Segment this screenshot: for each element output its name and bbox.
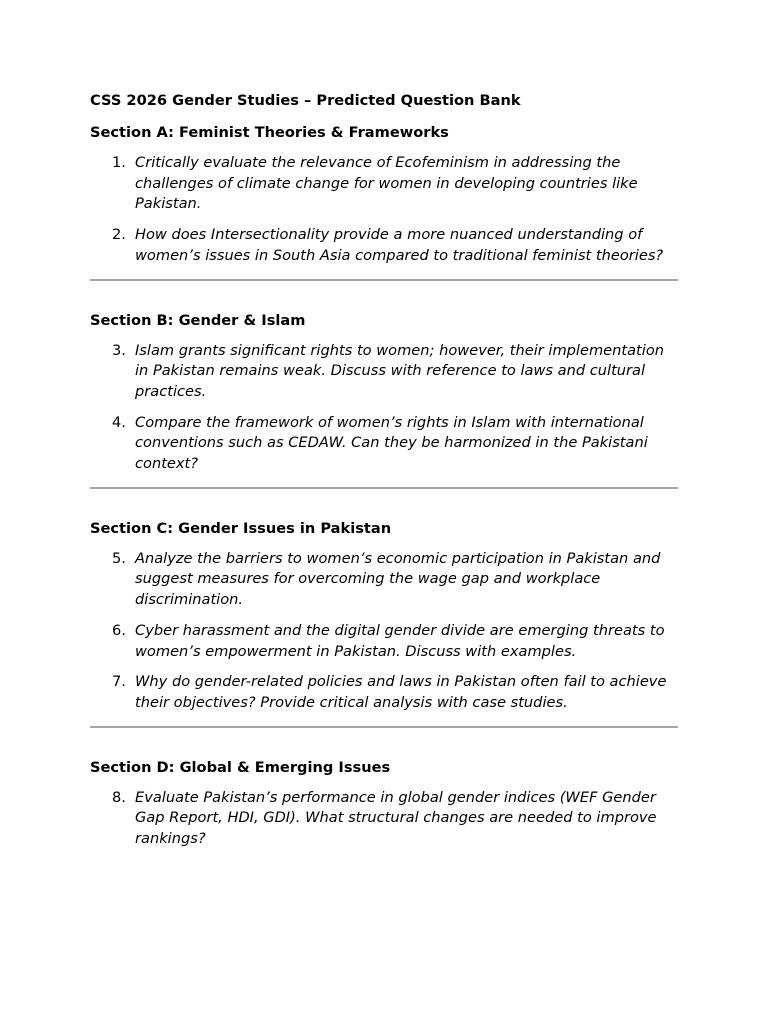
- question-number: 2.: [112, 226, 126, 244]
- question-list: [90, 341, 678, 475]
- question-text: How does Intersectionality provide a more nuanced understanding of women’s issues in South Asia compared to traditional feminist theories?: [135, 226, 664, 264]
- question-list: [90, 153, 678, 267]
- section-divider: [90, 279, 678, 281]
- question-text: Analyze the barriers to women’s economic participation in Pakistan and suggest measures for overcoming the wage gap and workplace discrimination.: [135, 549, 661, 609]
- section-heading: Section A: Feminist Theories & Frameworks: [90, 124, 449, 141]
- section-divider: [90, 487, 678, 489]
- document-title: CSS 2026 Gender Studies – Predicted Question Bank: [90, 92, 521, 109]
- question-number: 8.: [112, 788, 126, 806]
- question-number: 6.: [112, 621, 126, 639]
- question-item: [90, 413, 678, 475]
- question-item: [90, 225, 678, 266]
- section-heading: Section B: Gender & Islam: [90, 311, 306, 329]
- question-item: [90, 153, 678, 215]
- question-text: Evaluate Pakistan’s performance in global gender indices (WEF Gender Gap Report, HDI, GDI). What structural changes are needed to improve rankings?: [135, 788, 657, 848]
- question-text: Cyber harassment and the digital gender divide are emerging threats to women’s empowerment in Pakistan. Discuss with examples.: [135, 621, 665, 660]
- question-text: Compare the framework of women’s rights in Islam with international conventions such as CEDAW. Can they be harmonized in the Pakistani context?: [135, 413, 648, 473]
- section-c: [90, 519, 678, 714]
- question-list: [90, 788, 678, 850]
- question-text: Why do gender-related policies and laws in Pakistan often fail to achieve their objectives? Provide critical analysis with case studies.: [135, 673, 667, 711]
- section-heading: Section C: Gender Issues in Pakistan: [90, 519, 392, 537]
- question-number: 4.: [112, 413, 126, 431]
- question-item: [90, 341, 678, 403]
- section-divider: [90, 726, 678, 728]
- document-body: [90, 91, 678, 850]
- section-b: [90, 311, 678, 475]
- section-a: [90, 123, 678, 267]
- question-number: 3.: [112, 341, 126, 359]
- question-item: [90, 621, 678, 662]
- question-text: Critically evaluate the relevance of Ecofeminism in addressing the challenges of climate change for women in developing countries like Pakistan.: [135, 154, 638, 213]
- question-item: [90, 672, 678, 713]
- question-list: [90, 549, 678, 714]
- question-text: Islam grants significant rights to women; however, their implementation in Pakistan remains weak. Discuss with reference to laws and cultural practices.: [135, 341, 665, 400]
- question-item: [90, 549, 678, 611]
- section-d: [90, 758, 678, 850]
- question-item: [90, 788, 678, 850]
- question-number: 1.: [112, 154, 126, 171]
- question-number: 7.: [112, 673, 126, 691]
- question-number: 5.: [112, 549, 126, 567]
- section-heading: Section D: Global & Emerging Issues: [90, 758, 391, 776]
